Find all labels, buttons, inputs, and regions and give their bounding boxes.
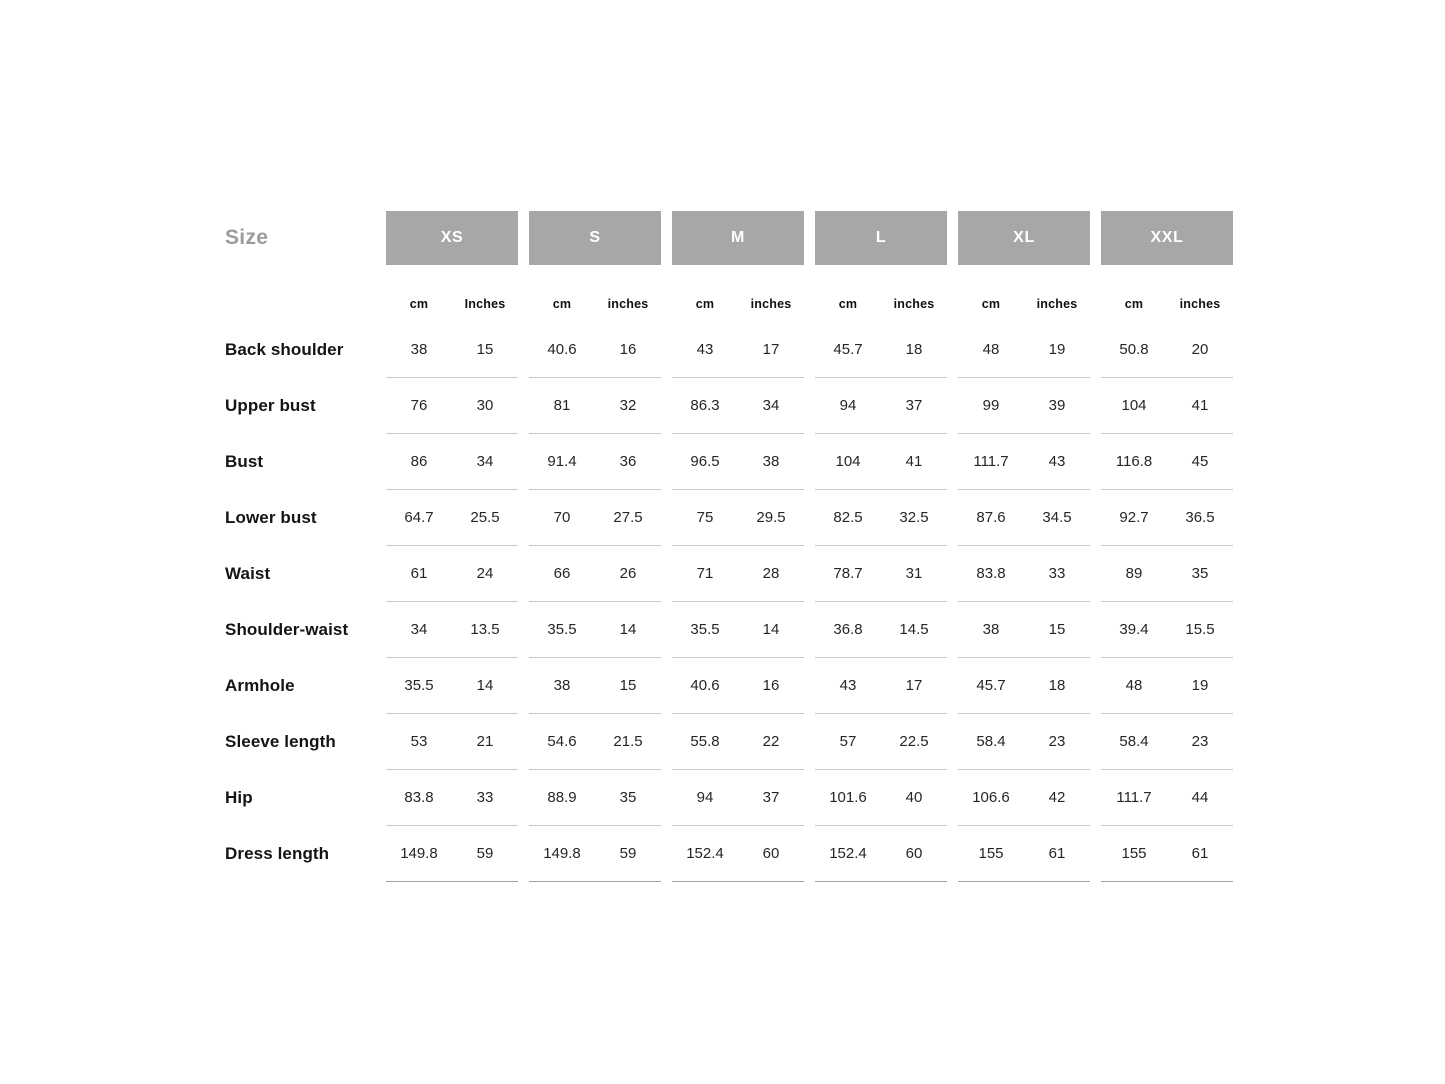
unit-header-group-l	[815, 265, 947, 322]
value-cm: 53	[410, 733, 428, 750]
value-cm: 152.4	[829, 845, 867, 862]
value-cm: 70	[553, 509, 571, 526]
value-group-xxl	[1101, 322, 1233, 378]
value-group-xl	[958, 658, 1090, 714]
value-group-xl	[958, 770, 1090, 826]
value-cm: 83.8	[976, 565, 1006, 582]
value-inches: 36	[619, 453, 637, 470]
value-inches: 36.5	[1185, 509, 1215, 526]
unit-header-cm: cm	[838, 297, 858, 311]
value-cm: 82.5	[833, 509, 863, 526]
value-cm: 45.7	[976, 677, 1006, 694]
value-group-s	[529, 770, 661, 826]
value-cm: 57	[839, 733, 857, 750]
value-group-xl	[958, 378, 1090, 434]
value-group-xs	[386, 602, 518, 658]
row-label: Upper bust	[225, 396, 316, 415]
unit-header-group-xxl	[1101, 265, 1233, 322]
table-row	[225, 602, 1233, 658]
value-group-xs	[386, 378, 518, 434]
value-group-xs	[386, 322, 518, 378]
unit-header-inches: inches	[1036, 297, 1078, 311]
value-cm: 66	[553, 565, 571, 582]
value-cm: 35.5	[547, 621, 577, 638]
value-inches: 14	[476, 677, 494, 694]
value-group-xl	[958, 434, 1090, 490]
value-inches: 23	[1048, 733, 1066, 750]
value-cm: 35.5	[404, 677, 434, 694]
value-cm: 50.8	[1119, 341, 1149, 358]
value-cm: 99	[982, 397, 1000, 414]
value-inches: 38	[762, 453, 780, 470]
value-cm: 111.7	[1116, 789, 1152, 806]
size-header-xxl: XXL	[1101, 211, 1233, 265]
value-inches: 19	[1191, 677, 1209, 694]
value-inches: 13.5	[470, 621, 500, 638]
value-group-xxl	[1101, 602, 1233, 658]
value-inches: 21.5	[613, 733, 643, 750]
value-cm: 48	[1125, 677, 1143, 694]
value-cm: 104	[1121, 397, 1147, 414]
value-inches: 22	[762, 733, 780, 750]
value-cm: 149.8	[400, 845, 438, 862]
value-group-m	[672, 602, 804, 658]
value-inches: 45	[1191, 453, 1209, 470]
value-inches: 19	[1048, 341, 1066, 358]
value-group-m	[672, 714, 804, 770]
table-row	[225, 378, 1233, 434]
value-group-m	[672, 546, 804, 602]
value-cm: 43	[839, 677, 857, 694]
value-group-xxl	[1101, 378, 1233, 434]
value-cm: 155	[978, 845, 1004, 862]
row-label: Lower bust	[225, 508, 317, 527]
value-inches: 22.5	[899, 733, 929, 750]
row-label: Back shoulder	[225, 340, 344, 359]
value-cm: 152.4	[686, 845, 724, 862]
value-cm: 43	[696, 341, 714, 358]
value-cm: 83.8	[404, 789, 434, 806]
value-group-l	[815, 826, 947, 882]
value-inches: 17	[905, 677, 923, 694]
value-inches: 17	[762, 341, 780, 358]
value-inches: 60	[762, 845, 780, 862]
table-body	[225, 322, 1233, 882]
value-group-s	[529, 378, 661, 434]
value-group-s	[529, 658, 661, 714]
value-group-s	[529, 546, 661, 602]
unit-header-cm: cm	[552, 297, 572, 311]
unit-header-inches: Inches	[464, 297, 506, 311]
size-header-s: S	[529, 211, 661, 265]
value-group-xl	[958, 490, 1090, 546]
value-cm: 91.4	[547, 453, 577, 470]
value-inches: 15.5	[1185, 621, 1215, 638]
unit-header-cm: cm	[981, 297, 1001, 311]
value-inches: 20	[1191, 341, 1209, 358]
value-inches: 23	[1191, 733, 1209, 750]
unit-header-row	[225, 265, 1233, 322]
value-inches: 37	[762, 789, 780, 806]
unit-header-inches: inches	[607, 297, 649, 311]
value-inches: 32	[619, 397, 637, 414]
unit-header-inches: inches	[1179, 297, 1221, 311]
value-cm: 89	[1125, 565, 1143, 582]
value-group-xs	[386, 658, 518, 714]
corner-label: Size	[225, 226, 269, 249]
value-cm: 149.8	[543, 845, 581, 862]
value-cm: 87.6	[976, 509, 1006, 526]
value-group-xxl	[1101, 826, 1233, 882]
value-cm: 111.7	[973, 453, 1009, 470]
size-table	[225, 211, 1233, 882]
value-inches: 35	[619, 789, 637, 806]
value-inches: 14	[762, 621, 780, 638]
value-inches: 14.5	[899, 621, 929, 638]
value-group-xl	[958, 546, 1090, 602]
value-group-m	[672, 826, 804, 882]
value-inches: 44	[1191, 789, 1209, 806]
row-label: Bust	[225, 452, 264, 471]
value-cm: 61	[410, 565, 428, 582]
value-group-xxl	[1101, 434, 1233, 490]
value-cm: 40.6	[547, 341, 577, 358]
value-cm: 81	[553, 397, 571, 414]
value-cm: 101.6	[829, 789, 867, 806]
value-inches: 34	[762, 397, 780, 414]
value-group-m	[672, 770, 804, 826]
value-group-xs	[386, 714, 518, 770]
value-group-s	[529, 322, 661, 378]
value-inches: 15	[1048, 621, 1066, 638]
value-cm: 64.7	[404, 509, 434, 526]
row-label: Shoulder-waist	[225, 620, 349, 639]
value-group-l	[815, 770, 947, 826]
value-cm: 38	[982, 621, 1000, 638]
value-group-l	[815, 434, 947, 490]
value-cm: 104	[835, 453, 861, 470]
value-inches: 31	[905, 565, 923, 582]
value-group-xxl	[1101, 658, 1233, 714]
value-cm: 106.6	[972, 789, 1010, 806]
value-group-xs	[386, 770, 518, 826]
value-group-xs	[386, 434, 518, 490]
unit-header-group-m	[672, 265, 804, 322]
value-inches: 43	[1048, 453, 1066, 470]
value-group-m	[672, 322, 804, 378]
value-cm: 88.9	[547, 789, 577, 806]
value-inches: 41	[905, 453, 923, 470]
value-inches: 14	[619, 621, 637, 638]
value-inches: 18	[905, 341, 923, 358]
size-header-xl: XL	[958, 211, 1090, 265]
value-group-s	[529, 714, 661, 770]
value-group-xxl	[1101, 714, 1233, 770]
size-header-row	[225, 211, 1233, 265]
table-row	[225, 770, 1233, 826]
value-cm: 92.7	[1119, 509, 1149, 526]
unit-header-group-xl	[958, 265, 1090, 322]
value-inches: 25.5	[470, 509, 500, 526]
value-cm: 34	[410, 621, 428, 638]
value-group-l	[815, 658, 947, 714]
value-group-s	[529, 602, 661, 658]
value-cm: 96.5	[690, 453, 720, 470]
value-group-l	[815, 714, 947, 770]
table-row	[225, 714, 1233, 770]
size-header-m: M	[672, 211, 804, 265]
value-group-m	[672, 658, 804, 714]
value-inches: 21	[476, 733, 494, 750]
value-inches: 61	[1048, 845, 1066, 862]
value-inches: 29.5	[756, 509, 786, 526]
value-cm: 48	[982, 341, 1000, 358]
value-inches: 42	[1048, 789, 1066, 806]
value-group-m	[672, 378, 804, 434]
value-cm: 38	[410, 341, 428, 358]
value-group-xl	[958, 714, 1090, 770]
unit-header-spacer	[225, 265, 375, 322]
value-group-l	[815, 546, 947, 602]
value-inches: 41	[1191, 397, 1209, 414]
value-inches: 32.5	[899, 509, 929, 526]
value-group-l	[815, 322, 947, 378]
unit-header-inches: inches	[750, 297, 792, 311]
value-cm: 75	[696, 509, 714, 526]
value-inches: 34.5	[1042, 509, 1072, 526]
value-cm: 55.8	[690, 733, 720, 750]
value-cm: 58.4	[976, 733, 1006, 750]
value-inches: 33	[1048, 565, 1066, 582]
value-group-s	[529, 434, 661, 490]
value-group-xs	[386, 490, 518, 546]
value-inches: 34	[476, 453, 494, 470]
value-inches: 15	[619, 677, 637, 694]
value-inches: 18	[1048, 677, 1066, 694]
row-label: Hip	[225, 788, 253, 807]
row-label: Waist	[225, 564, 271, 583]
value-inches: 59	[619, 845, 637, 862]
value-cm: 45.7	[833, 341, 863, 358]
table-row	[225, 546, 1233, 602]
value-cm: 35.5	[690, 621, 720, 638]
value-inches: 60	[905, 845, 923, 862]
unit-header-group-s	[529, 265, 661, 322]
value-cm: 86.3	[690, 397, 720, 414]
unit-header-inches: inches	[893, 297, 935, 311]
value-cm: 78.7	[833, 565, 863, 582]
value-cm: 155	[1121, 845, 1147, 862]
value-inches: 40	[905, 789, 923, 806]
value-inches: 16	[619, 341, 637, 358]
value-group-xl	[958, 322, 1090, 378]
value-cm: 76	[410, 397, 428, 414]
value-group-xxl	[1101, 546, 1233, 602]
size-header-l: L	[815, 211, 947, 265]
size-header-xs: XS	[386, 211, 518, 265]
table-row	[225, 434, 1233, 490]
value-group-xxl	[1101, 770, 1233, 826]
value-inches: 61	[1191, 845, 1209, 862]
table-row	[225, 322, 1233, 378]
value-group-xl	[958, 602, 1090, 658]
value-group-m	[672, 434, 804, 490]
value-inches: 35	[1191, 565, 1209, 582]
value-group-xxl	[1101, 490, 1233, 546]
row-label: Armhole	[225, 676, 295, 695]
value-cm: 116.8	[1115, 453, 1153, 470]
table-row	[225, 490, 1233, 546]
value-group-s	[529, 826, 661, 882]
value-group-xs	[386, 826, 518, 882]
value-cm: 54.6	[547, 733, 577, 750]
unit-header-cm: cm	[409, 297, 429, 311]
value-cm: 36.8	[833, 621, 863, 638]
value-inches: 59	[476, 845, 494, 862]
table-row	[225, 826, 1233, 882]
value-inches: 37	[905, 397, 923, 414]
value-cm: 58.4	[1119, 733, 1149, 750]
table-row	[225, 658, 1233, 714]
value-cm: 94	[839, 397, 857, 414]
value-inches: 33	[476, 789, 494, 806]
value-group-l	[815, 490, 947, 546]
unit-header-cm: cm	[1124, 297, 1144, 311]
unit-header-group-xs	[386, 265, 518, 322]
value-group-l	[815, 378, 947, 434]
row-label: Sleeve length	[225, 732, 336, 751]
value-inches: 30	[476, 397, 494, 414]
value-cm: 71	[696, 565, 714, 582]
value-group-xl	[958, 826, 1090, 882]
value-inches: 26	[619, 565, 637, 582]
value-inches: 28	[762, 565, 780, 582]
value-inches: 24	[476, 565, 494, 582]
value-group-l	[815, 602, 947, 658]
unit-header-cm: cm	[695, 297, 715, 311]
value-group-s	[529, 490, 661, 546]
value-cm: 40.6	[690, 677, 720, 694]
value-inches: 16	[762, 677, 780, 694]
value-inches: 15	[476, 341, 494, 358]
value-inches: 39	[1048, 397, 1066, 414]
value-cm: 39.4	[1119, 621, 1149, 638]
value-cm: 38	[553, 677, 571, 694]
value-group-xs	[386, 546, 518, 602]
row-label: Dress length	[225, 844, 330, 863]
value-cm: 86	[410, 453, 428, 470]
value-cm: 94	[696, 789, 714, 806]
value-group-m	[672, 490, 804, 546]
value-inches: 27.5	[613, 509, 643, 526]
